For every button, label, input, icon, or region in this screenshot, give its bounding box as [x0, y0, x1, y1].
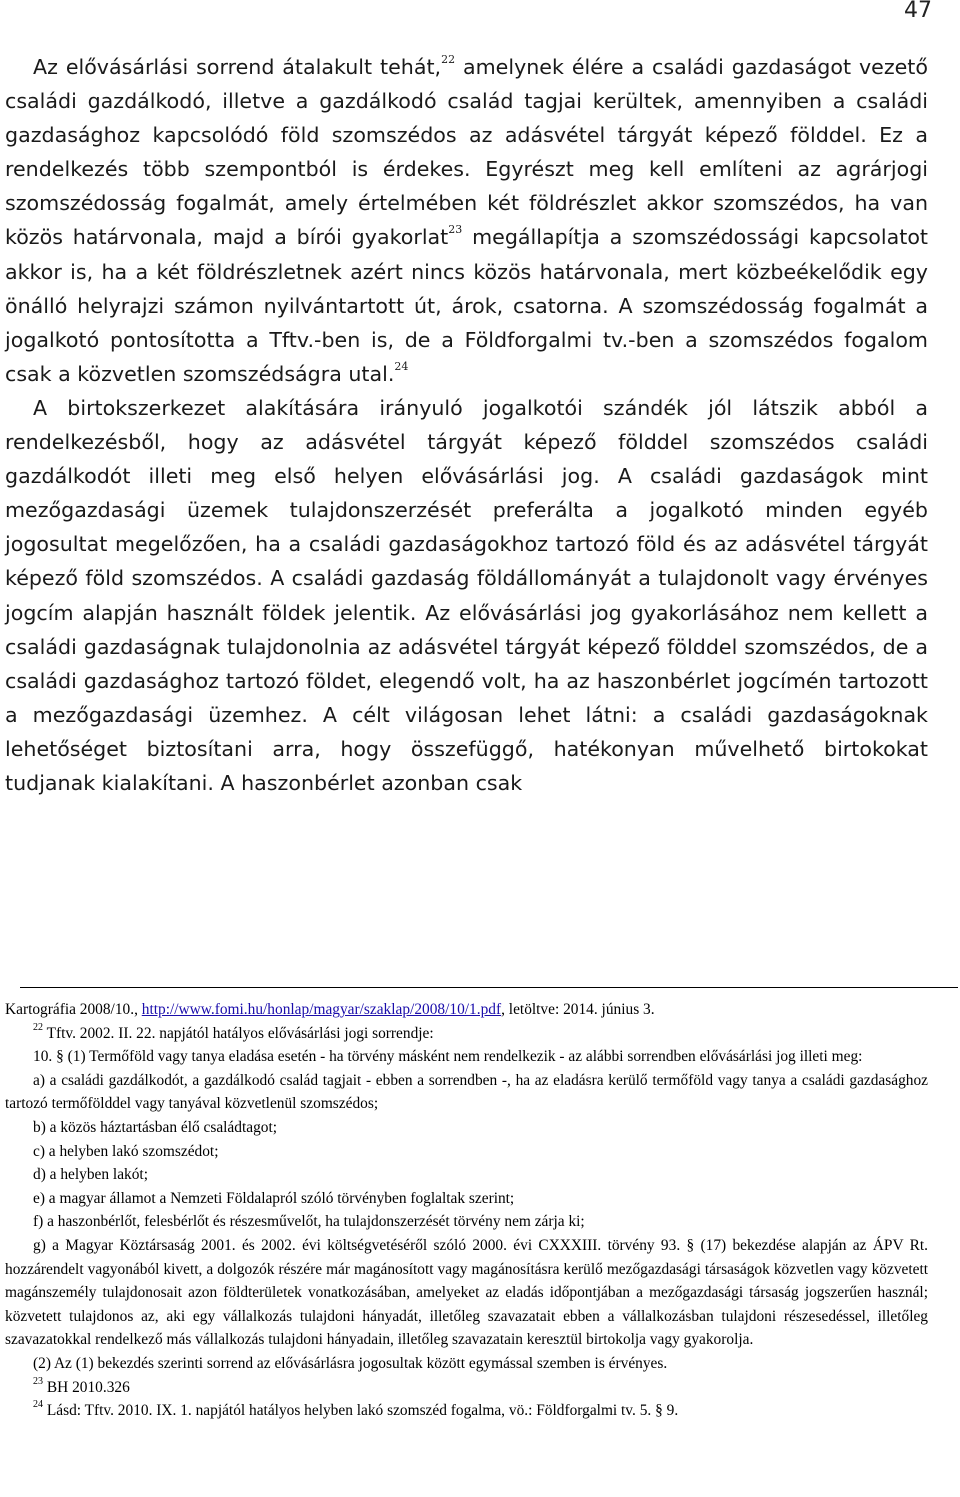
paragraph-1-part-a: Az elővásárlási sorrend átalakult tehát, — [33, 55, 442, 79]
source-link[interactable]: http://www.fomi.hu/honlap/magyar/szaklap/2008/10/1.pdf — [141, 1001, 502, 1018]
footnote-separator — [20, 987, 958, 988]
footnotes — [5, 998, 928, 1423]
footnote-22 — [5, 1022, 928, 1046]
paragraph-2: A birtokszerkezet alakítására irányuló jogalkotói szándék jól látszik abból a rendelkezésből, hogy az adásvétel tárgyát képező földdel szomszédos családi gazdálkodót illeti meg első helyen elővásárlási jog. A családi gazdaságok mint mezőgazdasági üzemek tulajdonszerzését preferálta a jogalkotó minden egyéb jogosultat megelőzően, ha a családi gazdaságokhoz tartozó föld és az adásvétel tárgyát képező föld szomszédos. A családi gazdaság földállományát a tulajdonolt vagy érvényes jogcím alapján használt földek jelentik. Az elővásárlási jog gyakorlásához nem kellett a családi gazdaságnak tulajdonolnia az adásvétel tárgyát képező földdel szomszédos, de a családi gazdasághoz tartozó földet, elegendő volt, ha az haszonbérlet jogcímén tartozott a mezőgazdasági üzemhez. A célt világosan lehet látni: a családi gazdaságoknak lehetőséget biztosítani arra, hogy összefüggő, hatékonyan művelhető birtokokat tudjanak kialakítani. A haszonbérlet azonban csak — [5, 395, 928, 795]
footnote-22-item: d) a helyben lakót; — [33, 1166, 148, 1184]
paragraph-1-part-c: megállapítja a szomszédossági kapcsolatot akkor is, ha a két földrészletnek azért nincs közös határvonala, mert közbeékelődik egy önálló helyrajzi számon nyilvántartott út, árok, csatorna. A szomszédosság fogalmát a jogalkotó pontosította a Tftv.-ben is, de a Földforgalmi tv.-ben a szomszédos fogalom csak a közvetlen szomszédságra utal. — [5, 225, 928, 386]
paragraph-1 — [5, 50, 928, 391]
footnote-22-section: 10. § (1) Termőföld vagy tanya eladása esetén - ha törvény másként nem rendelkezik - az alábbi sorrendben elővásárlási jog illeti meg: — [33, 1048, 863, 1066]
footnote-22-item: f) a haszonbérlőt, felesbérlőt és részesművelőt, ha tulajdonszerzését törvény nem zárja ki; — [33, 1213, 585, 1231]
footnote-22-item: g) a Magyar Köztársaság 2001. és 2002. évi költségvetéséről szóló 2000. évi CXXXIII. törvény 93. § (17) bekezdése alapján az ÁPV Rt. hozzárendelt vagyonából kivett, a dolgozók részére már magánosított vagy magánosításra kerülő mezőgazdasági társaságok közvetlen vagy közvetett magánszemély tulajdonosait azon földterületek vonatkozásában, amelyeket az eladás időpontjában a mezőgazdasági társaság jogszerűen használ; közvetett tulajdonos az, aki egy vállalkozás tulajdoni hányadát, illetőleg szavazatait ebben a vállalkozásban tulajdoni részesedéssel, illetőleg szavazatokkal rendelkező más vállalkozás tulajdoni hányadain, illetőleg szavazatain keresztül birtokolja vagy gyakorolja. — [5, 1236, 928, 1349]
footnote-24 — [5, 1399, 928, 1423]
footnote-23 — [5, 1376, 928, 1400]
paragraph-1-part-b: amelynek élére a családi gazdaságot vezető családi gazdálkodó, illetve a gazdálkodó család tagjai kerültek, amennyiben a családi gazdasághoz kapcsolódó föld szomszédos az adásvétel tárgyát képező földdel. Ez a rendelkezés több szempontból is érdekes. Egyrészt meg kell említeni az agrárjogi szomszédosság fogalmát, amely értelmében két földrészlet akkor szomszédos, ha van közös határvonala, majd a bírói gyakorlat — [5, 55, 928, 250]
footnote-22-item: c) a helyben lakó szomszédot; — [33, 1142, 219, 1160]
footnote-24-number: 24 — [33, 1399, 43, 1411]
footnote-ref-23[interactable]: 23 — [448, 223, 463, 237]
footnote-carryover — [5, 998, 928, 1022]
page-number: 47 — [904, 0, 932, 23]
carryover-suffix: , letöltve: 2014. június 3. — [501, 1001, 655, 1018]
footnote-22-item: (2) Az (1) bekezdés szerinti sorrend az elővásárlásra jogosultak között egymással szemben is érvényes. — [33, 1354, 668, 1372]
carryover-prefix: Kartográfia 2008/10., — [5, 1001, 142, 1018]
footnote-22-item: e) a magyar államot a Nemzeti Földalapról szóló törvényben foglaltak szerint; — [33, 1189, 515, 1207]
footnote-22-item: b) a közös háztartásban élő családtagot; — [33, 1118, 278, 1136]
footnote-22-text: Tftv. 2002. II. 22. napjától hatályos elővásárlási jogi sorrendje: — [43, 1024, 434, 1042]
main-body-text — [5, 50, 928, 800]
footnote-23-number: 23 — [33, 1375, 43, 1387]
footnote-22-item: a) a családi gazdálkodót, a gazdálkodó család tagjait - ebben a sorrendben -, ha az eladásra kerülő termőföld vagy tanya a családi gazdasághoz tartozó termőfölddel vagy tanyával közvetlenül szomszédos; — [5, 1071, 928, 1113]
footnote-23-text: BH 2010.326 — [43, 1378, 130, 1396]
footnote-22-number: 22 — [33, 1021, 43, 1033]
footnote-ref-24[interactable]: 24 — [394, 359, 409, 373]
footnote-ref-22[interactable]: 22 — [441, 53, 456, 66]
footnote-24-text: Lásd: Tftv. 2010. IX. 1. napjától hatályos helyben lakó szomszéd fogalma, vö.: Földforgalmi tv. 5. § 9. — [43, 1402, 679, 1420]
